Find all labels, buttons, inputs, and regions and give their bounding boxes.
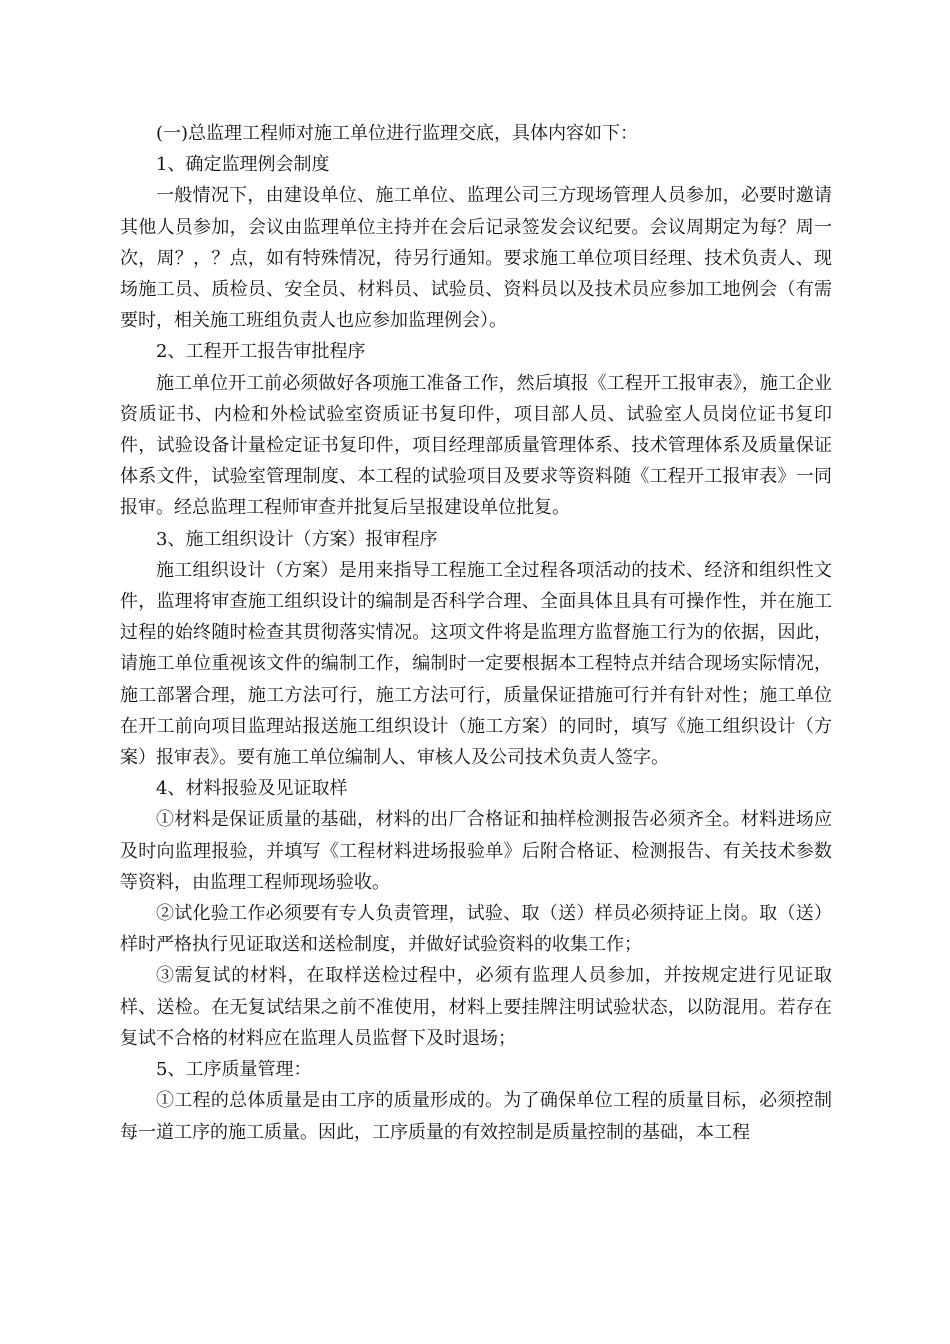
section-intro-heading: (一)总监理工程师对施工单位进行监理交底，具体内容如下： xyxy=(156,123,639,144)
section-3-heading: 3、施工组织设计（方案）报审程序 xyxy=(156,528,438,550)
section-4-item-3: ③需复试的材料，在取样送检过程中，必须有监理人员参加，并按规定进行见证取样、送检。在无复试结果之前不准使用，材料上要挂牌注明试验状态，以防混用。若存在复试不合格的材料应在监理人员监督下及时退场； xyxy=(120,965,832,1049)
section-5-item-1: ①工程的总体质量是由工序的质量形成的。为了确保单位工程的质量目标，必须控制每一道工序的施工质量。因此，工序质量的有效控制是质量控制的基础，本工程 xyxy=(120,1090,832,1143)
section-4-heading: 4、材料报验及见证取样 xyxy=(156,778,348,800)
section-3-paragraph: 施工组织设计（方案）是用来指导工程施工全过程各项活动的技术、经济和组织性文件，监理将审查施工组织设计的编制是否科学合理、全面具体且具有可操作性，并在施工过程的始终随时检查其贯彻落实情况。这项文件将是监理方监督施工行为的依据，因此，请施工单位重视该文件的编制工作，编制时一定要根据本工程特点并结合现场实际情况，施工部署合理，施工方法可行，施工方法可行，质量保证措施可行并有针对性；施工单位在开工前向项目监理站报送施工组织设计（施工方案）的同时，填写《施工组织设计（方案）报审表》。要有施工单位编制人、审核人及公司技术负责人签字。 xyxy=(120,559,832,769)
section-2-paragraph: 施工单位开工前必须做好各项施工准备工作，然后填报《工程开工报审表》，施工企业资质证书、内检和外检试验室资质证书复印件，项目部人员、试验室人员岗位证书复印件，试验设备计量检定证书复印件，项目经理部质量管理体系、技术管理体系及质量保证体系文件，试验室管理制度、本工程的试验项目及要求等资料随《工程开工报审表》一同报审。经总监理工程师审查并批复后呈报建设单位批复。 xyxy=(120,372,832,519)
section-2-heading: 2、工程开工报告审批程序 xyxy=(156,341,366,363)
section-4-item-1: ①材料是保证质量的基础，材料的出厂合格证和抽样检测报告必须齐全。材料进场应及时向监理报验，并填写《工程材料进场报验单》后附合格证、检测报告、有关技术参数等资料，由监理工程师现场验收。 xyxy=(120,809,832,893)
document-body xyxy=(120,118,832,1148)
section-5-heading: 5、工序质量管理： xyxy=(156,1059,312,1081)
section-4-item-2: ②试化验工作必须要有专人负责管理，试验、取（送）样员必须持证上岗。取（送）样时严格执行见证取送和送检制度，并做好试验资料的收集工作； xyxy=(120,903,832,956)
section-1-paragraph: 一般情况下，由建设单位、施工单位、监理公司三方现场管理人员参加，必要时邀请其他人员参加，会议由监理单位主持并在会后记录签发会议纪要。会议周期定为每？周一次，周？，？点，如有特殊情况，待另行通知。要求施工单位项目经理、技术负责人、现场施工员、质检员、安全员、材料员、试验员、资料员以及技术员应参加工地例会（有需要时，相关施工班组负责人也应参加监理例会）。 xyxy=(120,185,832,332)
section-1-heading: 1、确定监理例会制度 xyxy=(156,154,330,176)
